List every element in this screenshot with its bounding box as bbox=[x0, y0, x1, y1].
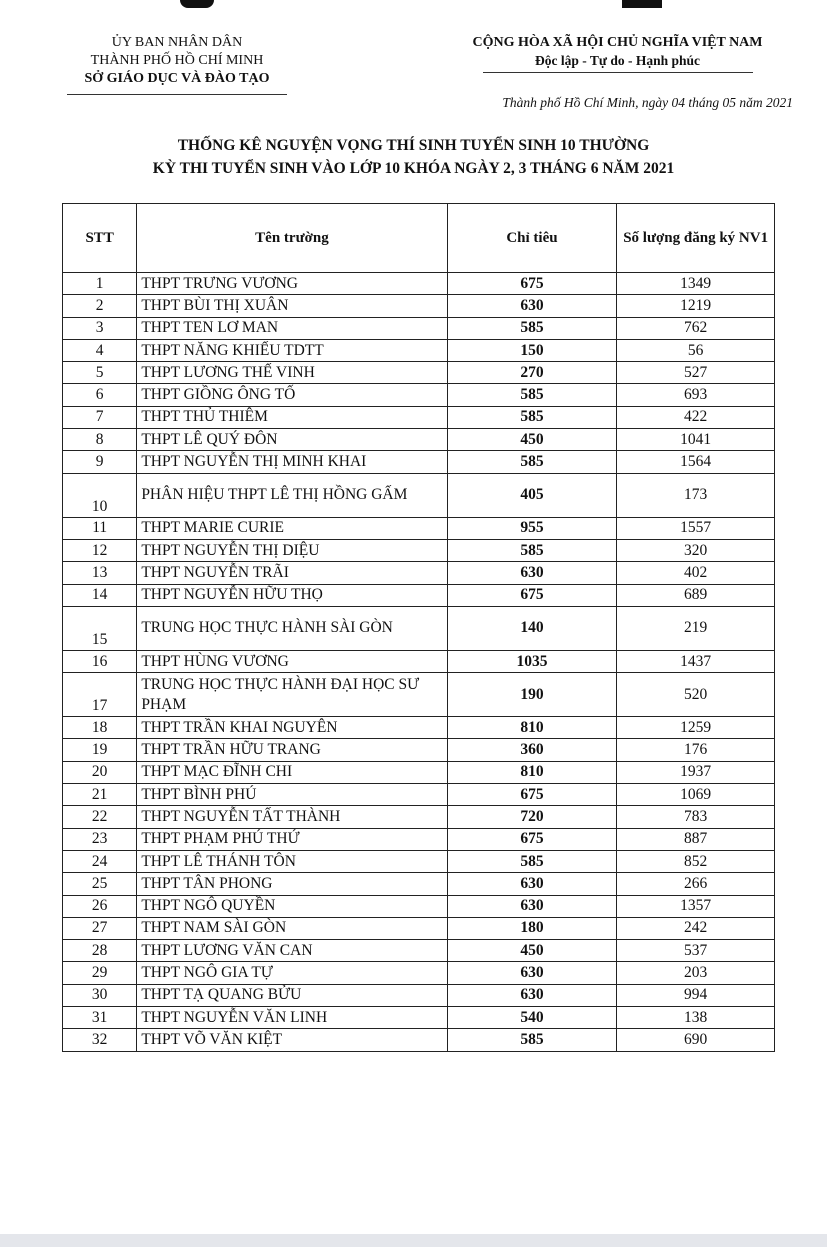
cell-registered-count: 176 bbox=[617, 739, 775, 761]
cell-school-name: THPT TÂN PHONG bbox=[137, 873, 447, 895]
cell-stt: 28 bbox=[63, 940, 137, 962]
header-right-motto: Độc lập - Tự do - Hạnh phúc bbox=[534, 53, 701, 68]
table-row bbox=[63, 962, 775, 984]
cell-stt: 18 bbox=[63, 717, 137, 739]
cell-stt: 1 bbox=[63, 273, 137, 295]
cell-stt: 8 bbox=[63, 429, 137, 451]
table-row bbox=[63, 984, 775, 1006]
cell-registered-count: 402 bbox=[617, 562, 775, 584]
cell-stt: 4 bbox=[63, 339, 137, 361]
cell-registered-count: 56 bbox=[617, 339, 775, 361]
cell-quota: 630 bbox=[447, 962, 617, 984]
cell-registered-count: 242 bbox=[617, 917, 775, 939]
cell-stt: 7 bbox=[63, 406, 137, 428]
cell-quota: 585 bbox=[447, 451, 617, 473]
cell-quota: 630 bbox=[447, 873, 617, 895]
cell-stt: 22 bbox=[63, 806, 137, 828]
cell-school-name: THPT NGÔ QUYỀN bbox=[137, 895, 447, 917]
cell-quota: 585 bbox=[447, 406, 617, 428]
cell-school-name: THPT MARIE CURIE bbox=[137, 517, 447, 539]
cell-school-name: THPT LÊ QUÝ ĐÔN bbox=[137, 429, 447, 451]
cell-school-name: THPT TẠ QUANG BỬU bbox=[137, 984, 447, 1006]
cell-school-name: THPT LÊ THÁNH TÔN bbox=[137, 850, 447, 872]
cell-stt: 29 bbox=[63, 962, 137, 984]
table-row bbox=[63, 406, 775, 428]
header-left bbox=[62, 34, 292, 95]
table-row bbox=[63, 828, 775, 850]
cell-registered-count: 762 bbox=[617, 317, 775, 339]
cell-school-name: THPT NGUYỄN THỊ DIỆU bbox=[137, 539, 447, 561]
cell-school-name: THPT LƯƠNG VĂN CAN bbox=[137, 940, 447, 962]
cell-stt: 32 bbox=[63, 1029, 137, 1051]
table-row bbox=[63, 784, 775, 806]
table-row bbox=[63, 895, 775, 917]
header-left-rule bbox=[67, 94, 287, 95]
cell-stt: 26 bbox=[63, 895, 137, 917]
cell-school-name: THPT GIỒNG ÔNG TỐ bbox=[137, 384, 447, 406]
cell-school-name: THPT MẠC ĐĨNH CHI bbox=[137, 761, 447, 783]
document-title bbox=[0, 134, 827, 180]
table-row bbox=[63, 739, 775, 761]
bottom-bar bbox=[0, 1234, 827, 1247]
cell-registered-count: 1069 bbox=[617, 784, 775, 806]
cell-stt: 27 bbox=[63, 917, 137, 939]
cell-stt: 9 bbox=[63, 451, 137, 473]
cell-registered-count: 266 bbox=[617, 873, 775, 895]
table-row bbox=[63, 917, 775, 939]
table-row bbox=[63, 1007, 775, 1029]
cell-registered-count: 690 bbox=[617, 1029, 775, 1051]
cell-quota: 810 bbox=[447, 717, 617, 739]
header-left-line1: ỦY BAN NHÂN DÂN bbox=[111, 35, 243, 50]
table-row bbox=[63, 873, 775, 895]
cell-stt: 14 bbox=[63, 584, 137, 606]
title-line2: KỲ THI TUYỂN SINH VÀO LỚP 10 KHÓA NGÀY 2, 3 THÁNG 6 NĂM 2021 bbox=[152, 160, 675, 177]
cell-stt: 15 bbox=[63, 606, 137, 650]
top-edge-mark-left bbox=[180, 0, 214, 8]
table-row bbox=[63, 295, 775, 317]
cell-stt: 31 bbox=[63, 1007, 137, 1029]
cell-quota: 450 bbox=[447, 940, 617, 962]
cell-stt: 6 bbox=[63, 384, 137, 406]
table-row bbox=[63, 339, 775, 361]
table-row bbox=[63, 850, 775, 872]
cell-stt: 16 bbox=[63, 650, 137, 672]
cell-registered-count: 1349 bbox=[617, 273, 775, 295]
table-body bbox=[63, 273, 775, 1052]
cell-stt: 13 bbox=[63, 562, 137, 584]
cell-registered-count: 537 bbox=[617, 940, 775, 962]
cell-stt: 25 bbox=[63, 873, 137, 895]
cell-school-name: PHÂN HIỆU THPT LÊ THỊ HỒNG GẤM bbox=[137, 473, 447, 517]
cell-school-name: THPT TRẦN KHAI NGUYÊN bbox=[137, 717, 447, 739]
cell-stt: 19 bbox=[63, 739, 137, 761]
cell-quota: 675 bbox=[447, 828, 617, 850]
cell-registered-count: 1219 bbox=[617, 295, 775, 317]
cell-registered-count: 320 bbox=[617, 539, 775, 561]
cell-quota: 675 bbox=[447, 273, 617, 295]
cell-stt: 21 bbox=[63, 784, 137, 806]
table-row bbox=[63, 473, 775, 517]
date-line: Thành phố Hồ Chí Minh, ngày 04 tháng 05 năm 2021 bbox=[502, 95, 793, 110]
cell-quota: 630 bbox=[447, 895, 617, 917]
table-row bbox=[63, 362, 775, 384]
table-row bbox=[63, 650, 775, 672]
column-header-stt: STT bbox=[63, 204, 137, 273]
cell-stt: 10 bbox=[63, 473, 137, 517]
cell-school-name: TRUNG HỌC THỰC HÀNH SÀI GÒN bbox=[137, 606, 447, 650]
cell-school-name: THPT HÙNG VƯƠNG bbox=[137, 650, 447, 672]
cell-stt: 11 bbox=[63, 517, 137, 539]
cell-stt: 3 bbox=[63, 317, 137, 339]
cell-quota: 675 bbox=[447, 584, 617, 606]
table-row bbox=[63, 384, 775, 406]
cell-school-name: THPT NGUYỄN VĂN LINH bbox=[137, 1007, 447, 1029]
cell-stt: 20 bbox=[63, 761, 137, 783]
cell-quota: 955 bbox=[447, 517, 617, 539]
table-row bbox=[63, 539, 775, 561]
cell-registered-count: 783 bbox=[617, 806, 775, 828]
cell-school-name: THPT BÌNH PHÚ bbox=[137, 784, 447, 806]
cell-registered-count: 527 bbox=[617, 362, 775, 384]
cell-quota: 1035 bbox=[447, 650, 617, 672]
cell-registered-count: 1937 bbox=[617, 761, 775, 783]
cell-quota: 720 bbox=[447, 806, 617, 828]
cell-school-name: THPT PHẠM PHÚ THỨ bbox=[137, 828, 447, 850]
cell-school-name: THPT NGÔ GIA TỰ bbox=[137, 962, 447, 984]
cell-school-name: THPT THỦ THIÊM bbox=[137, 406, 447, 428]
cell-registered-count: 994 bbox=[617, 984, 775, 1006]
table-header-row bbox=[63, 204, 775, 273]
cell-quota: 630 bbox=[447, 562, 617, 584]
column-header-name: Tên trường bbox=[137, 204, 447, 273]
header-left-line2: THÀNH PHỐ HỒ CHÍ MINH bbox=[90, 53, 264, 68]
table-row bbox=[63, 429, 775, 451]
cell-registered-count: 689 bbox=[617, 584, 775, 606]
cell-registered-count: 1557 bbox=[617, 517, 775, 539]
cell-quota: 630 bbox=[447, 984, 617, 1006]
table-row bbox=[63, 517, 775, 539]
table-row bbox=[63, 273, 775, 295]
table-row bbox=[63, 606, 775, 650]
cell-stt: 23 bbox=[63, 828, 137, 850]
table-row bbox=[63, 717, 775, 739]
cell-registered-count: 203 bbox=[617, 962, 775, 984]
cell-stt: 24 bbox=[63, 850, 137, 872]
cell-stt: 30 bbox=[63, 984, 137, 1006]
cell-quota: 150 bbox=[447, 339, 617, 361]
cell-school-name: THPT NĂNG KHIẾU TDTT bbox=[137, 339, 447, 361]
cell-quota: 360 bbox=[447, 739, 617, 761]
cell-quota: 270 bbox=[447, 362, 617, 384]
table-row bbox=[63, 451, 775, 473]
cell-quota: 585 bbox=[447, 850, 617, 872]
cell-quota: 810 bbox=[447, 761, 617, 783]
cell-registered-count: 1357 bbox=[617, 895, 775, 917]
header-right-rule bbox=[483, 72, 753, 73]
cell-quota: 585 bbox=[447, 384, 617, 406]
table-row bbox=[63, 761, 775, 783]
cell-school-name: THPT TRƯNG VƯƠNG bbox=[137, 273, 447, 295]
cell-quota: 540 bbox=[447, 1007, 617, 1029]
column-header-quota: Chỉ tiêu bbox=[447, 204, 617, 273]
header-right-line1: CỘNG HÒA XÃ HỘI CHỦ NGHĨA VIỆT NAM bbox=[472, 35, 763, 50]
cell-school-name: THPT NGUYỄN THỊ MINH KHAI bbox=[137, 451, 447, 473]
table-row bbox=[63, 806, 775, 828]
cell-registered-count: 422 bbox=[617, 406, 775, 428]
table-row bbox=[63, 562, 775, 584]
cell-school-name: THPT BÙI THỊ XUÂN bbox=[137, 295, 447, 317]
cell-quota: 190 bbox=[447, 673, 617, 717]
cell-registered-count: 173 bbox=[617, 473, 775, 517]
cell-quota: 140 bbox=[447, 606, 617, 650]
table-row bbox=[63, 1029, 775, 1051]
cell-school-name: THPT VÕ VĂN KIỆT bbox=[137, 1029, 447, 1051]
cell-school-name: THPT LƯƠNG THẾ VINH bbox=[137, 362, 447, 384]
cell-registered-count: 1041 bbox=[617, 429, 775, 451]
cell-quota: 450 bbox=[447, 429, 617, 451]
cell-registered-count: 219 bbox=[617, 606, 775, 650]
cell-registered-count: 138 bbox=[617, 1007, 775, 1029]
column-header-count: Số lượng đăng ký NV1 bbox=[617, 204, 775, 273]
cell-school-name: TRUNG HỌC THỰC HÀNH ĐẠI HỌC SƯ PHẠM bbox=[137, 673, 447, 717]
cell-school-name: THPT NGUYỄN TẤT THÀNH bbox=[137, 806, 447, 828]
registration-table bbox=[62, 203, 775, 1052]
table-row bbox=[63, 584, 775, 606]
cell-stt: 5 bbox=[63, 362, 137, 384]
cell-registered-count: 693 bbox=[617, 384, 775, 406]
cell-stt: 17 bbox=[63, 673, 137, 717]
cell-school-name: THPT NGUYỄN HỮU THỌ bbox=[137, 584, 447, 606]
table-row bbox=[63, 317, 775, 339]
cell-school-name: THPT TEN LƠ MAN bbox=[137, 317, 447, 339]
top-edge-mark-right bbox=[622, 0, 662, 8]
cell-school-name: THPT NGUYỄN TRÃI bbox=[137, 562, 447, 584]
cell-quota: 630 bbox=[447, 295, 617, 317]
table-row bbox=[63, 940, 775, 962]
cell-registered-count: 1259 bbox=[617, 717, 775, 739]
cell-registered-count: 852 bbox=[617, 850, 775, 872]
cell-quota: 675 bbox=[447, 784, 617, 806]
cell-stt: 2 bbox=[63, 295, 137, 317]
table-row bbox=[63, 673, 775, 717]
header-right bbox=[440, 34, 795, 73]
cell-quota: 585 bbox=[447, 539, 617, 561]
cell-quota: 405 bbox=[447, 473, 617, 517]
cell-quota: 585 bbox=[447, 317, 617, 339]
cell-quota: 585 bbox=[447, 1029, 617, 1051]
title-line1: THỐNG KÊ NGUYỆN VỌNG THÍ SINH TUYỂN SINH 10 THƯỜNG bbox=[177, 137, 650, 154]
cell-quota: 180 bbox=[447, 917, 617, 939]
cell-school-name: THPT NAM SÀI GÒN bbox=[137, 917, 447, 939]
cell-school-name: THPT TRẦN HỮU TRANG bbox=[137, 739, 447, 761]
cell-registered-count: 520 bbox=[617, 673, 775, 717]
cell-registered-count: 1564 bbox=[617, 451, 775, 473]
cell-registered-count: 1437 bbox=[617, 650, 775, 672]
header-left-line3: SỞ GIÁO DỤC VÀ ĐÀO TẠO bbox=[84, 71, 270, 86]
cell-stt: 12 bbox=[63, 539, 137, 561]
cell-registered-count: 887 bbox=[617, 828, 775, 850]
